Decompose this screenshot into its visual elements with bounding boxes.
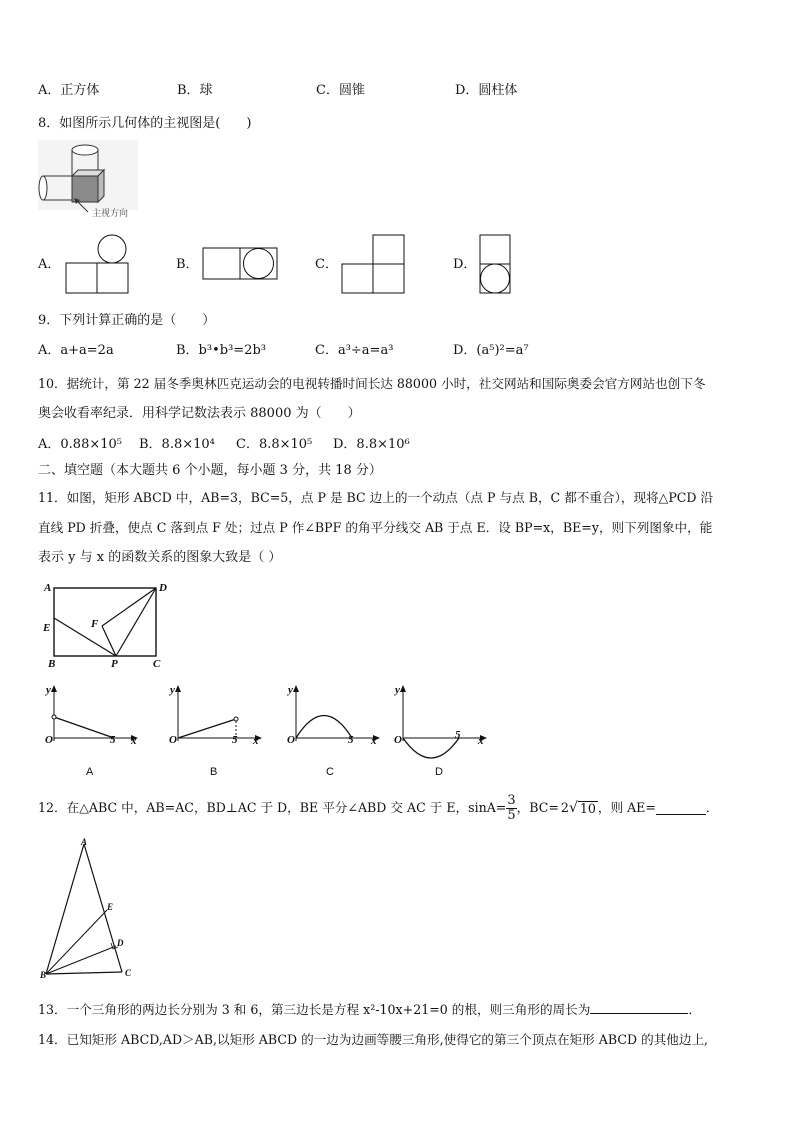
q11-graph-b-label: B bbox=[210, 766, 218, 778]
q11-graph-d-tick: 5 bbox=[455, 729, 461, 741]
q11-point-d: D bbox=[159, 582, 167, 594]
q11-graph-a bbox=[40, 683, 140, 743]
q7-option-a: A．正方体 bbox=[38, 83, 100, 98]
q11-graph-a-origin: O bbox=[45, 734, 53, 746]
q11-graph-d bbox=[389, 683, 489, 743]
q8-direction-label: 主视方向 bbox=[92, 208, 129, 218]
q8-stem: 8．如图所示几何体的主视图是( ) bbox=[38, 116, 252, 131]
q10-option-d: D．8.8×10⁶ bbox=[333, 437, 410, 452]
q8-option-d-label: D． bbox=[453, 257, 477, 272]
q12-text-part4: ． bbox=[705, 800, 719, 815]
q11-point-a: A bbox=[44, 582, 52, 594]
q11-graph-b bbox=[164, 683, 264, 743]
q14-stem: 14．已知矩形 ABCD,AD＞AB,以矩形 ABCD 的一边为边画等腰三角形,使得它的第三个顶点在矩形 ABCD 的其他边上, bbox=[38, 1032, 709, 1047]
q10-option-b: B．8.8×10⁴ bbox=[139, 437, 215, 452]
q12-point-c: C bbox=[125, 968, 132, 978]
q11-point-b: B bbox=[48, 658, 56, 670]
q11-graph-a-y-label: y bbox=[46, 684, 51, 696]
q9-option-b: B．b³•b³=2b³ bbox=[176, 343, 266, 358]
q12-answer-blank bbox=[656, 802, 706, 815]
q11-graph-c-x-label: x bbox=[371, 735, 377, 747]
q12-coefficient: 2 bbox=[560, 800, 569, 815]
q11-graph-b-origin: O bbox=[169, 734, 177, 746]
q11-graph-a-tick: 5 bbox=[110, 734, 116, 746]
q9-stem: 9．下列计算正确的是（ ） bbox=[38, 313, 216, 328]
q10-option-a: A．0.88×10⁵ bbox=[38, 437, 122, 452]
q11-graph-b-x-label: x bbox=[253, 735, 259, 747]
q12-text-part3: ，则 AE= bbox=[597, 800, 656, 815]
q12-fraction-denominator: 5 bbox=[507, 807, 516, 823]
q10-stem-line2: 奥会收看率纪录．用科学记数法表示 88000 为（ ） bbox=[38, 406, 361, 421]
q12-point-b: B bbox=[40, 970, 47, 980]
q11-graph-c-origin: O bbox=[287, 734, 295, 746]
q11-point-e: E bbox=[43, 622, 51, 634]
q12-fraction bbox=[506, 794, 516, 823]
q11-graph-c-y-label: y bbox=[288, 684, 293, 696]
q11-graph-d-x-label: x bbox=[478, 735, 484, 747]
q11-stem-line1: 11．如图，矩形 ABCD 中，AB=3，BC=5，点 P 是 BC 边上的一个动点（点 P 与点 B，C 都不重合），现将△PCD 沿 bbox=[38, 490, 714, 505]
q10-option-c: C．8.8×10⁵ bbox=[236, 437, 313, 452]
section-2-heading: 二、填空题（本大题共 6 个小题，每小题 3 分，共 18 分） bbox=[38, 463, 382, 478]
q8-option-a-figure bbox=[66, 235, 130, 295]
q11-graph-d-y-label: y bbox=[395, 684, 400, 696]
q12-radicand: 10 bbox=[579, 800, 596, 816]
q12-stem bbox=[38, 788, 719, 828]
q11-graph-a-label: A bbox=[86, 766, 94, 778]
q12-triangle-figure bbox=[38, 836, 138, 981]
q12-text-part2: ，BC= bbox=[516, 800, 559, 815]
q12-radical-sign: √ bbox=[568, 800, 578, 816]
q11-stem-line2: 直线 PD 折叠，使点 C 落到点 F 处；过点 P 作∠BPF 的角平分线交 AB 于点 E．设 BP=x，BE=y，则下列图象中，能 bbox=[38, 520, 713, 535]
q10-stem-line1: 10．据统计，第 22 届冬季奥林匹克运动会的电视转播时间长达 88000 小时，社交网站和国际奥委会官方网站也创下冬 bbox=[38, 376, 706, 391]
q7-option-d: D．圆柱体 bbox=[455, 83, 518, 98]
q11-graph-b-y-label: y bbox=[170, 684, 175, 696]
q11-graph-c bbox=[282, 683, 382, 743]
q12-fraction-numerator: 3 bbox=[507, 792, 516, 808]
q9-option-d: D．(a⁵)²=a⁷ bbox=[453, 343, 529, 358]
q11-point-c: C bbox=[153, 658, 161, 670]
q9-option-a: A．a+a=2a bbox=[38, 343, 114, 358]
q8-option-c-label: C． bbox=[315, 257, 338, 272]
q8-option-b-label: B． bbox=[176, 257, 199, 272]
q9-option-c: C．a³÷a=a³ bbox=[315, 343, 394, 358]
q12-point-a: A bbox=[81, 837, 88, 847]
q11-graph-c-tick: 5 bbox=[348, 734, 354, 746]
q11-stem-line3: 表示 y 与 x 的函数关系的图象大致是（ ） bbox=[38, 550, 282, 565]
q13-answer-blank bbox=[590, 1001, 688, 1014]
q7-option-b: B．球 bbox=[177, 83, 213, 98]
q8-option-c-figure bbox=[341, 234, 407, 296]
q11-point-p: P bbox=[111, 658, 118, 670]
q7-option-c: C．圆锥 bbox=[316, 83, 365, 98]
q8-option-a-label: A． bbox=[38, 257, 61, 272]
q11-graph-d-label: D bbox=[435, 766, 443, 778]
q13-stem bbox=[38, 1001, 701, 1018]
q13-end: ． bbox=[688, 1002, 701, 1017]
q11-point-f: F bbox=[91, 618, 99, 630]
q8-option-d-figure bbox=[479, 234, 513, 296]
q11-graph-d-origin: O bbox=[394, 734, 402, 746]
q11-graph-b-tick: 5 bbox=[232, 734, 238, 746]
q12-text-part1: 12．在△ABC 中，AB=AC，BD⊥AC 于 D，BE 平分∠ABD 交 AC 于 E，sinA= bbox=[38, 800, 507, 815]
q12-point-d: D bbox=[117, 938, 124, 948]
q11-graph-c-label: C bbox=[326, 766, 334, 778]
q11-graph-a-x-label: x bbox=[131, 735, 137, 747]
q8-option-b-figure bbox=[203, 247, 279, 281]
q12-point-e: E bbox=[107, 902, 114, 912]
q13-text: 13．一个三角形的两边长分别为 3 和 6，第三边长是方程 x²-10x+21=0 的根，则三角形的周长为 bbox=[38, 1002, 591, 1017]
